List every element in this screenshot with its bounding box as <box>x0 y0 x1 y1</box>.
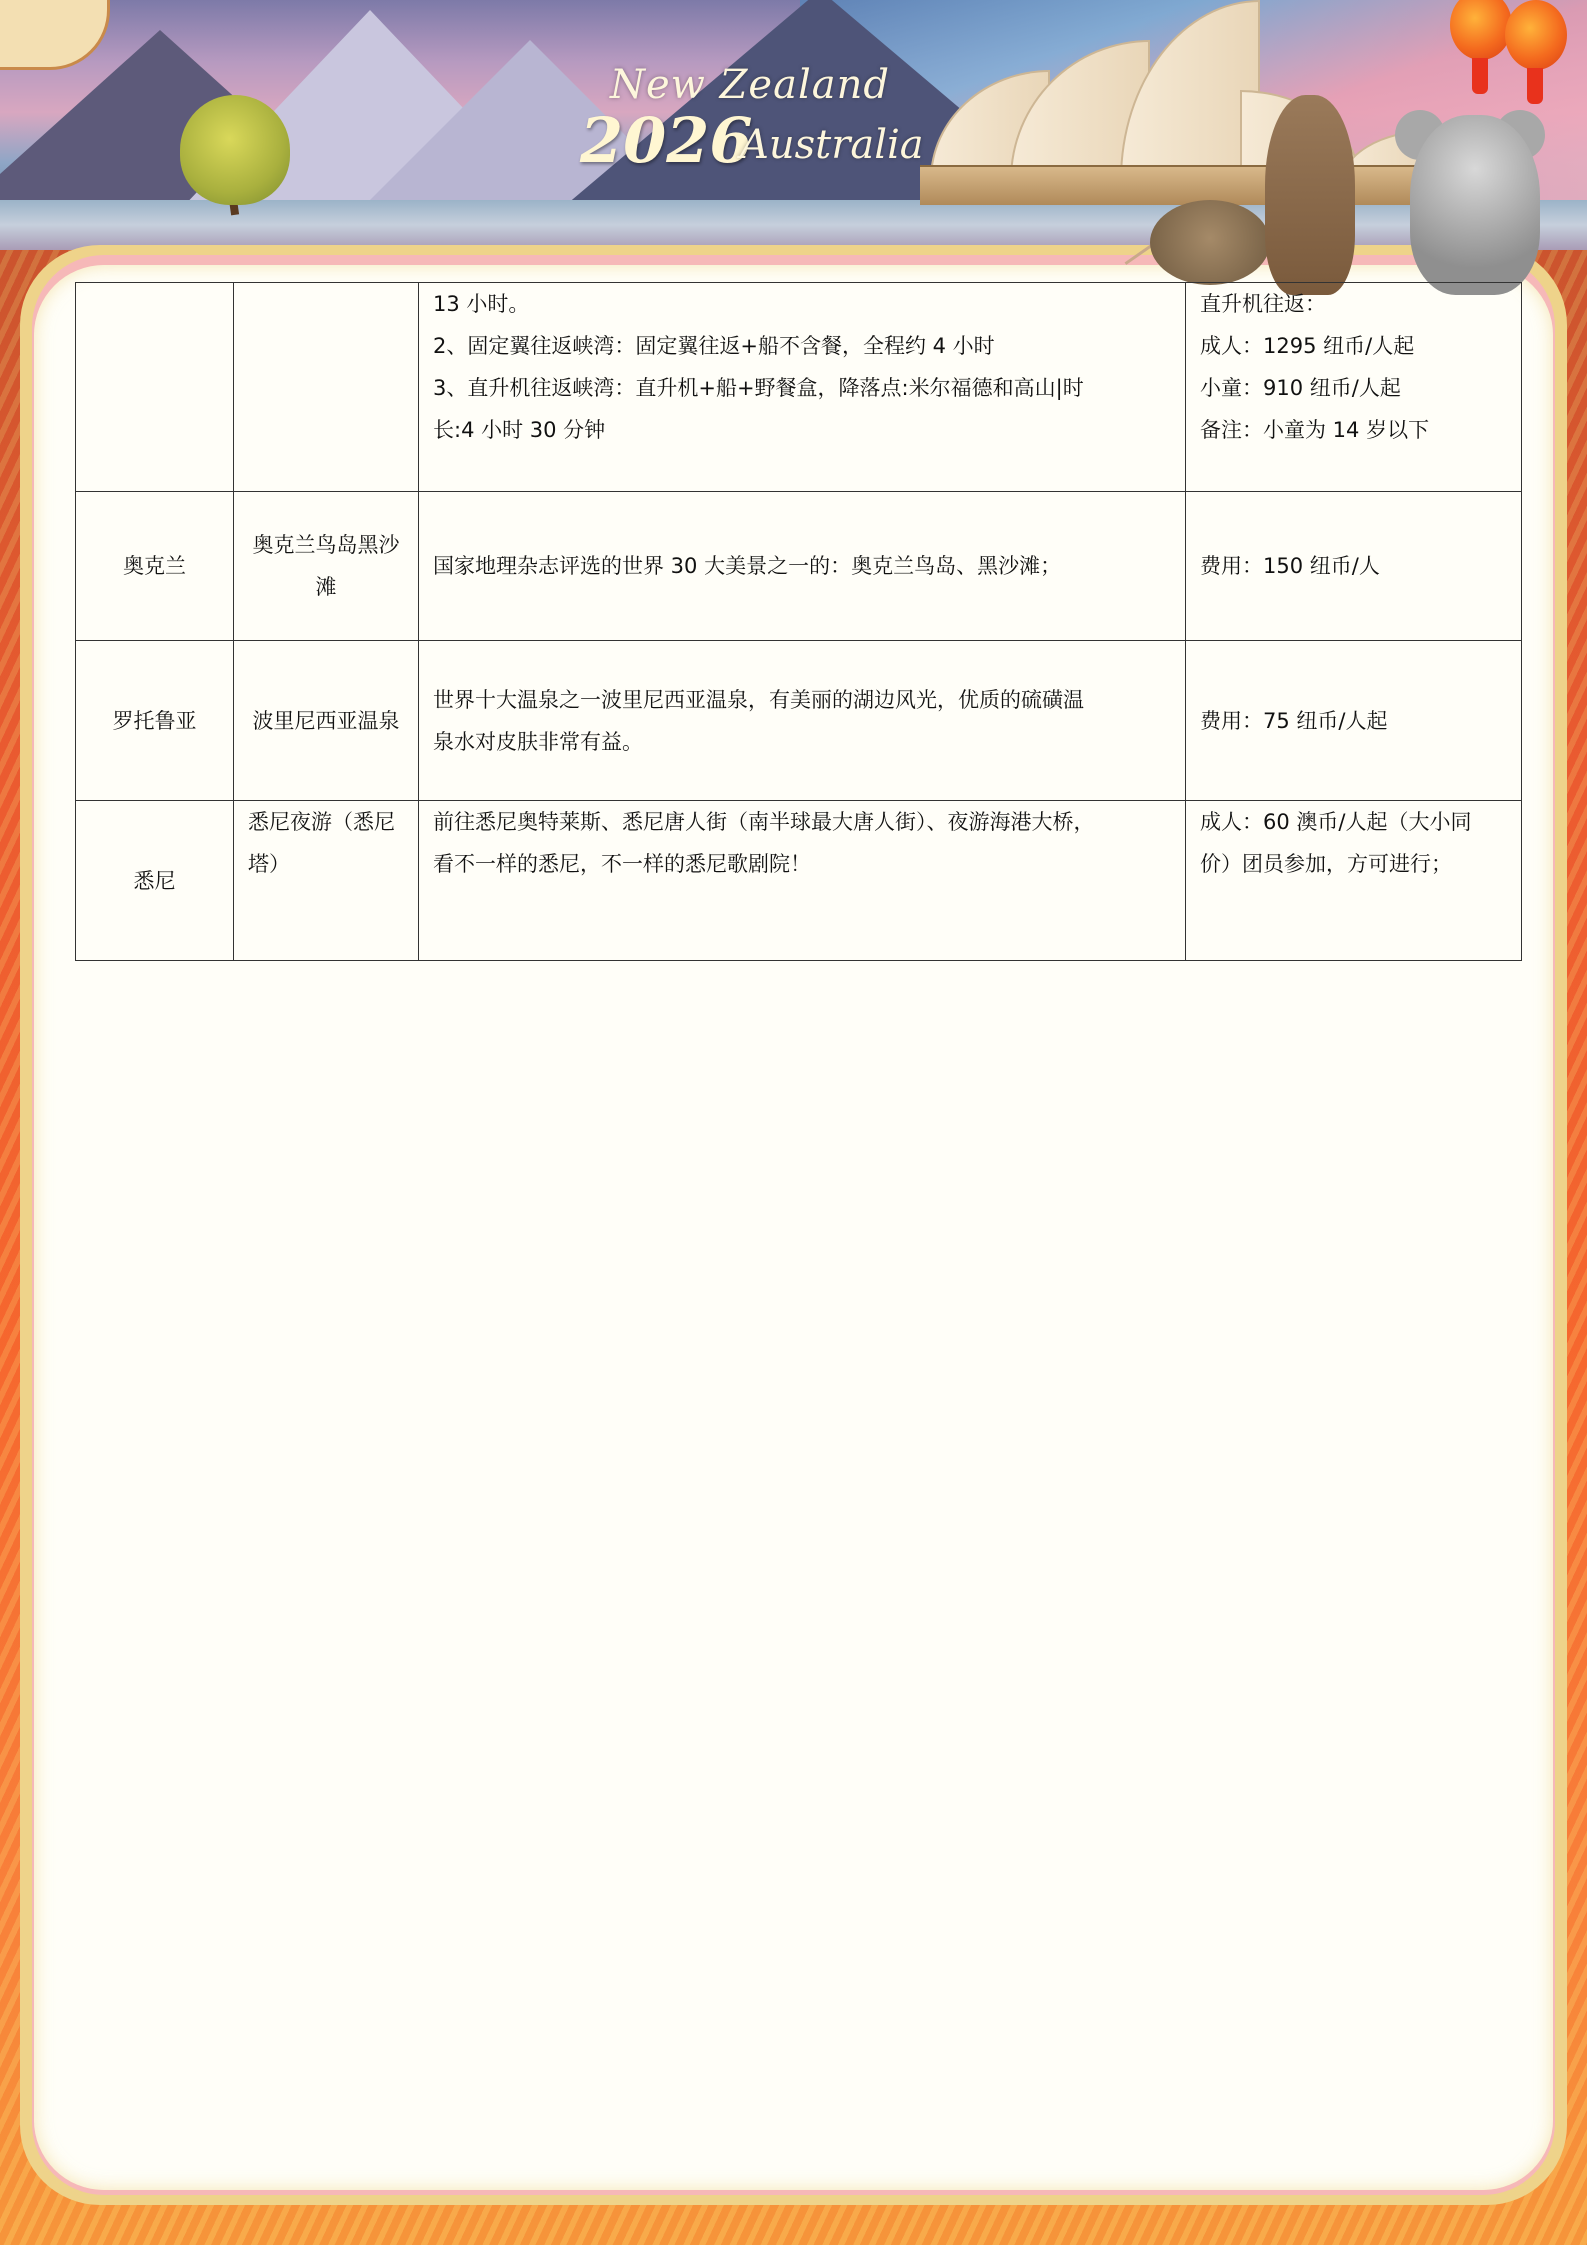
activity-cell: 悉尼夜游（悉尼塔） <box>234 801 419 961</box>
title-australia: Australia <box>740 122 924 168</box>
price-line: 费用：75 纽币/人起 <box>1200 708 1388 733</box>
table-row <box>76 801 1522 961</box>
table-row <box>76 492 1522 641</box>
title-year: 2026 <box>580 104 753 177</box>
price-line: 直升机往返： <box>1200 292 1326 316</box>
city-cell <box>76 283 234 492</box>
activity-cell: 奥克兰鸟岛黑沙滩 <box>234 492 419 641</box>
city-cell: 奥克兰 <box>76 492 234 641</box>
price-cell <box>1186 801 1522 961</box>
activity-cell: 波里尼西亚温泉 <box>234 641 419 801</box>
price-line: 价）团员参加，方可进行； <box>1200 852 1452 876</box>
description-cell <box>419 801 1186 961</box>
red-lantern-icon <box>1505 0 1567 70</box>
sydney-opera-house-illustration <box>920 0 1480 210</box>
description-line: 泉水对皮肤非常有益。 <box>433 729 643 754</box>
kiwi-bird-icon <box>1150 200 1270 285</box>
price-cell <box>1186 283 1522 492</box>
opera-sail-shape <box>1120 0 1260 180</box>
table-row <box>76 641 1522 801</box>
price-line: 小童：910 纽币/人起 <box>1200 376 1401 400</box>
title-new-zealand: New Zealand <box>610 62 890 108</box>
price-cell <box>1186 492 1522 641</box>
description-line: 2、固定翼往返峡湾：固定翼往返+船不含餐，全程约 4 小时 <box>433 334 995 358</box>
price-line: 费用：150 纽币/人 <box>1200 554 1380 578</box>
lone-tree-illustration <box>180 95 290 205</box>
city-cell: 悉尼 <box>76 801 234 961</box>
banner-title <box>570 62 924 202</box>
price-line: 成人：1295 纽币/人起 <box>1200 334 1415 358</box>
description-line: 长:4 小时 30 分钟 <box>433 418 606 442</box>
description-cell <box>419 283 1186 492</box>
description-line: 看不一样的悉尼，不一样的悉尼歌剧院！ <box>433 852 811 876</box>
price-cell <box>1186 641 1522 801</box>
price-line: 成人：60 澳币/人起（大小同 <box>1200 810 1472 834</box>
activity-cell <box>234 283 419 492</box>
description-cell <box>419 641 1186 801</box>
city-cell: 罗托鲁亚 <box>76 641 234 801</box>
optional-activities-table <box>75 282 1522 961</box>
description-line: 国家地理杂志评选的世界 30 大美景之一的：奥克兰鸟岛、黑沙滩； <box>433 554 1062 578</box>
description-line: 世界十大温泉之一波里尼西亚温泉，有美丽的湖边风光，优质的硫磺温 <box>433 687 1084 712</box>
description-line: 13 小时。 <box>433 292 530 316</box>
table-row <box>76 283 1522 492</box>
kangaroo-icon <box>1265 95 1355 295</box>
description-line: 3、直升机往返峡湾：直升机+船+野餐盒，降落点:米尔福德和高山|时 <box>433 376 1084 400</box>
koala-icon <box>1410 115 1540 295</box>
description-line: 前往悉尼奥特莱斯、悉尼唐人街（南半球最大唐人街）、夜游海港大桥， <box>433 810 1095 834</box>
price-line: 备注：小童为 14 岁以下 <box>1200 418 1430 442</box>
opera-base-shape <box>920 165 1460 205</box>
description-cell <box>419 492 1186 641</box>
